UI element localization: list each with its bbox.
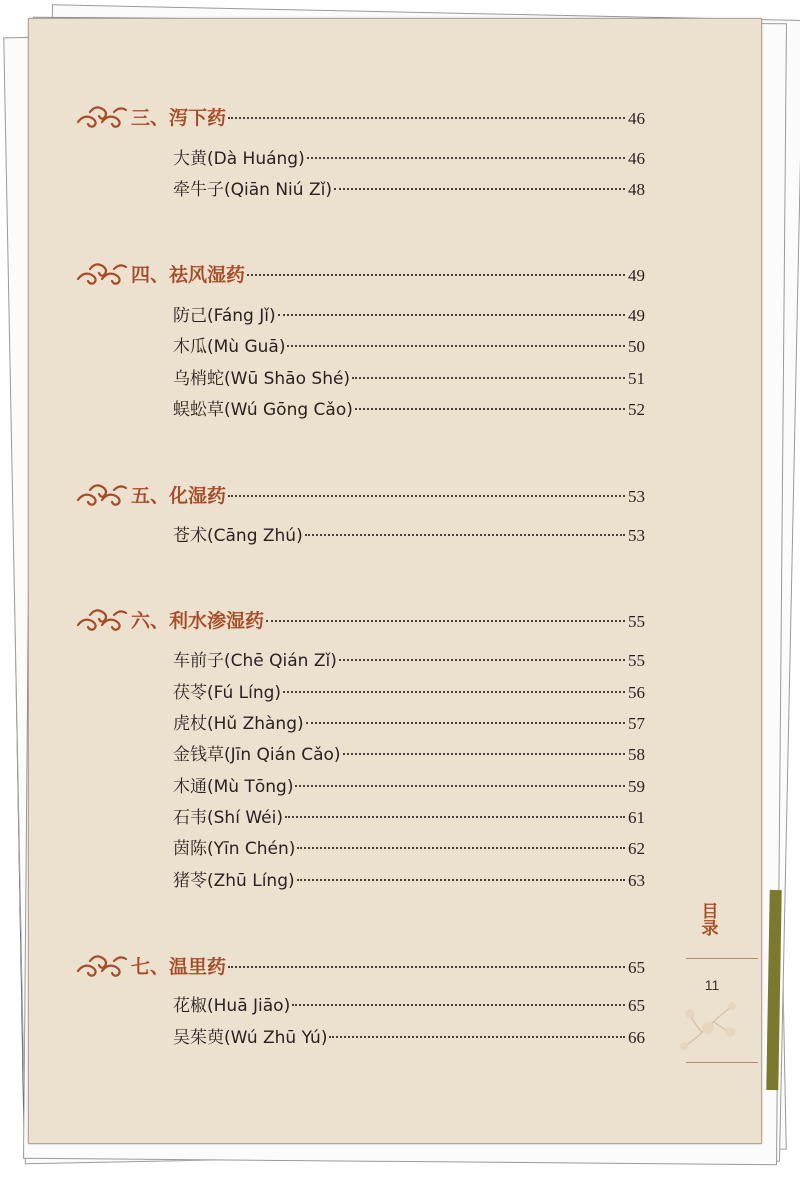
cloud-ornament-icon <box>74 603 128 633</box>
sidebar-divider <box>686 958 758 959</box>
dot-leader <box>295 785 625 787</box>
sidebar-title-char: 目 <box>701 902 719 922</box>
page-number: 48 <box>628 180 645 199</box>
cloud-ornament-icon <box>74 257 128 287</box>
toc-entry[interactable] <box>173 740 645 765</box>
cloud-ornament-icon <box>74 949 128 979</box>
page-number: 46 <box>628 109 645 128</box>
toc-section[interactable] <box>131 952 645 979</box>
dot-leader <box>292 1004 625 1006</box>
toc-section[interactable] <box>131 481 645 508</box>
page-number: 51 <box>628 369 645 388</box>
section-title: 三、泻下药 <box>131 107 227 129</box>
entry-label: 吴茱萸(Wú Zhū Yú) <box>173 1028 328 1048</box>
entry-label: 乌梢蛇(Wū Shāo Shé) <box>173 369 351 389</box>
entry-label: 木瓜(Mù Guā) <box>173 337 286 357</box>
entry-label: 茵陈(Yīn Chén) <box>173 839 296 859</box>
dot-leader <box>283 691 625 693</box>
toc-section[interactable] <box>131 103 645 130</box>
dot-leader <box>297 879 625 881</box>
page-number: 53 <box>628 526 645 545</box>
entry-label: 牵牛子(Qiān Niú Zǐ) <box>173 180 332 200</box>
entry-label: 虎杖(Hǔ Zhàng) <box>173 714 304 734</box>
dot-leader <box>343 753 625 755</box>
dot-leader <box>339 659 625 661</box>
dot-leader <box>306 722 625 724</box>
dot-leader <box>228 495 625 497</box>
dot-leader <box>287 345 625 347</box>
toc-entry[interactable] <box>173 772 645 797</box>
dot-leader <box>285 816 625 818</box>
toc-entry[interactable] <box>173 866 645 891</box>
cloud-ornament-icon <box>74 100 128 130</box>
dot-leader <box>305 534 625 536</box>
entry-label: 金钱草(Jīn Qián Cǎo) <box>173 745 341 765</box>
toc-entry[interactable] <box>173 991 645 1016</box>
toc-entry[interactable] <box>173 646 645 671</box>
dot-leader <box>334 188 625 190</box>
entry-label: 木通(Mù Tōng) <box>173 777 294 797</box>
page-number: 58 <box>628 745 645 764</box>
toc-entry[interactable] <box>173 301 645 326</box>
toc-section[interactable] <box>131 260 645 287</box>
toc-entry[interactable] <box>173 175 645 200</box>
dot-leader <box>247 274 625 276</box>
page-number: 62 <box>628 839 645 858</box>
entry-label: 防己(Fáng Jǐ) <box>173 306 276 326</box>
page-number: 49 <box>628 306 645 325</box>
toc-entry[interactable] <box>173 395 645 420</box>
sidebar-divider <box>686 1062 758 1063</box>
dot-leader <box>355 408 625 410</box>
entry-label: 花椒(Huā Jiāo) <box>173 996 291 1016</box>
page-number: 46 <box>628 149 645 168</box>
page-number: 52 <box>628 400 645 419</box>
toc-section[interactable] <box>131 606 645 633</box>
dot-leader <box>297 847 625 849</box>
dot-leader <box>278 314 625 316</box>
entry-label: 猪苓(Zhū Líng) <box>173 871 295 891</box>
toc-entry[interactable] <box>173 332 645 357</box>
dot-leader <box>329 1036 625 1038</box>
page-number: 56 <box>628 683 645 702</box>
toc-entry[interactable] <box>173 521 645 546</box>
section-title: 七、温里药 <box>131 956 227 978</box>
page-number: 65 <box>628 958 645 977</box>
folio-page-number: 11 <box>704 977 720 993</box>
entry-label: 苍术(Cāng Zhú) <box>173 526 303 546</box>
toc-entry[interactable] <box>173 834 645 859</box>
page-number: 59 <box>628 777 645 796</box>
page-number: 55 <box>628 651 645 670</box>
page-number: 53 <box>628 487 645 506</box>
toc-entry[interactable] <box>173 803 645 828</box>
page-number: 63 <box>628 871 645 890</box>
dot-leader <box>228 966 625 968</box>
page-number: 57 <box>628 714 645 733</box>
dot-leader <box>228 117 625 119</box>
page-number: 50 <box>628 337 645 356</box>
flower-ornament-icon <box>672 998 742 1060</box>
dot-leader <box>352 377 625 379</box>
sidebar-title <box>700 904 720 938</box>
toc-entry[interactable] <box>173 678 645 703</box>
section-title: 五、化湿药 <box>131 485 227 507</box>
entry-label: 蜈蚣草(Wú Gōng Cǎo) <box>173 400 353 420</box>
cloud-ornament-icon <box>74 478 128 508</box>
entry-label: 车前子(Chē Qián Zǐ) <box>173 651 337 671</box>
section-title: 六、利水渗湿药 <box>131 610 265 632</box>
page-number: 66 <box>628 1028 645 1047</box>
section-title: 四、祛风湿药 <box>131 264 246 286</box>
toc-entry[interactable] <box>173 364 645 389</box>
toc-entry[interactable] <box>173 144 645 169</box>
dot-leader <box>307 157 625 159</box>
entry-label: 大黄(Dà Huáng) <box>173 149 305 169</box>
dot-leader <box>266 620 625 622</box>
entry-label: 茯苓(Fú Líng) <box>173 683 282 703</box>
toc-entry[interactable] <box>173 709 645 734</box>
sidebar-title-char: 录 <box>701 919 719 939</box>
toc-entry[interactable] <box>173 1023 645 1048</box>
page-number: 55 <box>628 612 645 631</box>
page-number: 49 <box>628 266 645 285</box>
page-number: 65 <box>628 996 645 1015</box>
entry-label: 石韦(Shí Wéi) <box>173 808 283 828</box>
page-number: 61 <box>628 808 645 827</box>
